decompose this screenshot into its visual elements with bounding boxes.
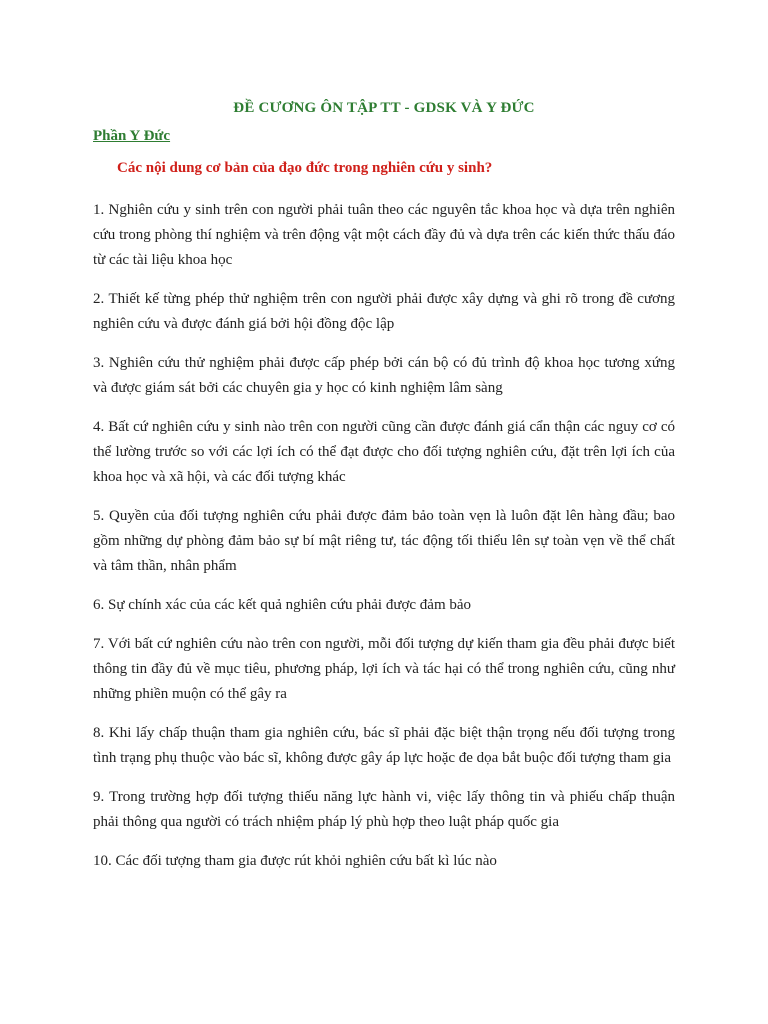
list-item: 8. Khi lấy chấp thuận tham gia nghiên cứu, bác sĩ phải đặc biệt thận trọng nếu đối tượng trong tình trạng phụ thuộc vào bác sĩ, không được gây áp lực hoặc đe dọa bắt buộc đối tượng tham gia xyxy=(93,725,675,766)
list-item: 2. Thiết kế từng phép thử nghiệm trên con người phải được xây dựng và ghi rõ trong đề cương nghiên cứu và được đánh giá bởi hội đồng độc lập xyxy=(93,291,675,332)
document-title: ĐỀ CƯƠNG ÔN TẬP TT - GDSK VÀ Y ĐỨC xyxy=(233,100,535,116)
section-heading: Phần Y Đức xyxy=(93,128,171,144)
list-item: 1. Nghiên cứu y sinh trên con người phải tuân theo các nguyên tắc khoa học và dựa trên nghiên cứu trong phòng thí nghiệm và trên động vật một cách đầy đủ và dựa trên các kiến thức thấu đáo từ các tài liệu khoa học xyxy=(93,202,675,268)
list-item: 3. Nghiên cứu thử nghiệm phải được cấp phép bởi cán bộ có đủ trình độ khoa học tương xứng và được giám sát bởi các chuyên gia y học có kinh nghiệm lâm sàng xyxy=(93,355,675,396)
list-item: 4. Bất cứ nghiên cứu y sinh nào trên con người cũng cần được đánh giá cẩn thận các nguy cơ có thể lường trước so với các lợi ích có thể đạt được cho đối tượng nghiên cứu, đặt trên lợi ích của khoa học và xã hội, và các đối tượng khác xyxy=(93,419,675,485)
content-list xyxy=(93,198,675,888)
list-item: 5. Quyền của đối tượng nghiên cứu phải được đảm bảo toàn vẹn là luôn đặt lên hàng đầu; bao gồm những dự phòng đảm bảo sự bí mật riêng tư, tác động tối thiểu lên sự toàn vẹn về thể chất và tâm thần, nhân phẩm xyxy=(93,508,675,574)
list-item: 9. Trong trường hợp đối tượng thiếu năng lực hành vi, việc lấy thông tin và phiếu chấp thuận phải thông qua người có trách nhiệm pháp lý phù hợp theo luật pháp quốc gia xyxy=(93,789,675,830)
list-item: 10. Các đối tượng tham gia được rút khỏi nghiên cứu bất kì lúc nào xyxy=(93,853,497,869)
list-item: 7. Với bất cứ nghiên cứu nào trên con người, mỗi đối tượng dự kiến tham gia đều phải được biết thông tin đầy đủ về mục tiêu, phương pháp, lợi ích và tác hại có thể trong nghiên cứu, cũng như những phiền muộn có thể gây ra xyxy=(93,636,675,702)
question-heading: Các nội dung cơ bản của đạo đức trong nghiên cứu y sinh? xyxy=(117,160,493,176)
list-item: 6. Sự chính xác của các kết quả nghiên cứu phải được đảm bảo xyxy=(93,597,472,613)
